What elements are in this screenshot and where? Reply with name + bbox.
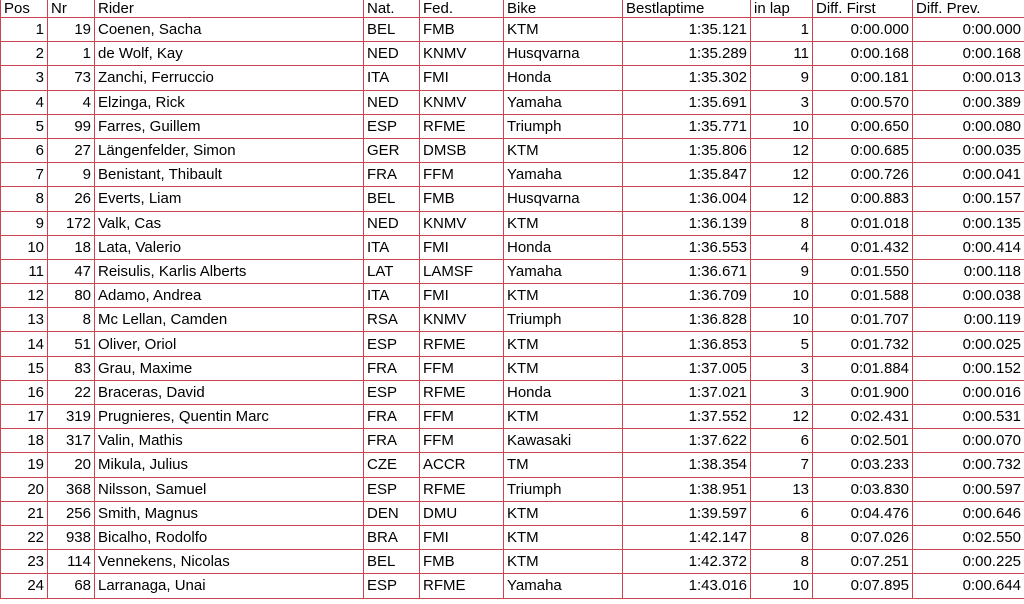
cell-nr: 68 — [48, 574, 95, 598]
cell-pos: 5 — [1, 114, 48, 138]
cell-nr: 18 — [48, 235, 95, 259]
cell-nat: ESP — [364, 477, 420, 501]
cell-diff-first: 0:03.233 — [813, 453, 913, 477]
cell-pos: 21 — [1, 501, 48, 525]
cell-bestlaptime: 1:35.289 — [623, 42, 751, 66]
cell-bike: KTM — [504, 501, 623, 525]
cell-diff-first: 0:02.501 — [813, 429, 913, 453]
cell-fed: ACCR — [420, 453, 504, 477]
cell-rider: Nilsson, Samuel — [95, 477, 364, 501]
cell-nat: RSA — [364, 308, 420, 332]
cell-fed: RFME — [420, 477, 504, 501]
cell-nr: 83 — [48, 356, 95, 380]
header-row — [1, 0, 1024, 18]
cell-in-lap: 12 — [751, 138, 813, 162]
cell-fed: KNMV — [420, 308, 504, 332]
cell-nat: CZE — [364, 453, 420, 477]
cell-pos: 20 — [1, 477, 48, 501]
cell-nat: FRA — [364, 429, 420, 453]
cell-fed: FMB — [420, 550, 504, 574]
cell-nat: DEN — [364, 501, 420, 525]
cell-diff-prev: 0:00.118 — [913, 259, 1024, 283]
table-row — [1, 259, 1024, 283]
table-row — [1, 308, 1024, 332]
cell-pos: 19 — [1, 453, 48, 477]
table-row — [1, 114, 1024, 138]
cell-rider: Benistant, Thibault — [95, 163, 364, 187]
cell-diff-first: 0:07.026 — [813, 525, 913, 549]
cell-rider: Zanchi, Ferruccio — [95, 66, 364, 90]
table-row — [1, 66, 1024, 90]
cell-in-lap: 10 — [751, 114, 813, 138]
cell-fed: KNMV — [420, 42, 504, 66]
cell-diff-first: 0:03.830 — [813, 477, 913, 501]
table-row — [1, 380, 1024, 404]
cell-pos: 24 — [1, 574, 48, 598]
cell-fed: DMU — [420, 501, 504, 525]
table-row — [1, 550, 1024, 574]
cell-bestlaptime: 1:43.016 — [623, 574, 751, 598]
cell-in-lap: 9 — [751, 66, 813, 90]
cell-bike: KTM — [504, 18, 623, 42]
cell-nat: NED — [364, 211, 420, 235]
cell-fed: FMB — [420, 18, 504, 42]
cell-diff-first: 0:00.168 — [813, 42, 913, 66]
cell-diff-first: 0:04.476 — [813, 501, 913, 525]
cell-rider: Prugnieres, Quentin Marc — [95, 405, 364, 429]
cell-diff-prev: 0:00.035 — [913, 138, 1024, 162]
table-row — [1, 138, 1024, 162]
table-row — [1, 211, 1024, 235]
cell-rider: Braceras, David — [95, 380, 364, 404]
cell-pos: 15 — [1, 356, 48, 380]
cell-pos: 2 — [1, 42, 48, 66]
cell-nr: 80 — [48, 284, 95, 308]
cell-diff-first: 0:07.895 — [813, 574, 913, 598]
cell-bike: Husqvarna — [504, 187, 623, 211]
table-row — [1, 90, 1024, 114]
cell-diff-first: 0:01.732 — [813, 332, 913, 356]
cell-bike: KTM — [504, 284, 623, 308]
cell-in-lap: 1 — [751, 18, 813, 42]
results-body — [1, 18, 1024, 599]
cell-diff-first: 0:01.432 — [813, 235, 913, 259]
cell-diff-prev: 0:00.000 — [913, 18, 1024, 42]
cell-rider: de Wolf, Kay — [95, 42, 364, 66]
cell-pos: 9 — [1, 211, 48, 235]
cell-pos: 7 — [1, 163, 48, 187]
cell-bestlaptime: 1:36.004 — [623, 187, 751, 211]
cell-bike: KTM — [504, 211, 623, 235]
table-row — [1, 235, 1024, 259]
cell-bestlaptime: 1:36.671 — [623, 259, 751, 283]
cell-diff-prev: 0:00.016 — [913, 380, 1024, 404]
cell-in-lap: 13 — [751, 477, 813, 501]
cell-rider: Reisulis, Karlis Alberts — [95, 259, 364, 283]
cell-bestlaptime: 1:35.302 — [623, 66, 751, 90]
cell-nr: 1 — [48, 42, 95, 66]
cell-bestlaptime: 1:38.354 — [623, 453, 751, 477]
cell-bestlaptime: 1:35.771 — [623, 114, 751, 138]
cell-nat: BEL — [364, 187, 420, 211]
cell-diff-first: 0:00.650 — [813, 114, 913, 138]
cell-pos: 11 — [1, 259, 48, 283]
cell-nr: 27 — [48, 138, 95, 162]
cell-in-lap: 6 — [751, 429, 813, 453]
cell-diff-first: 0:00.000 — [813, 18, 913, 42]
cell-rider: Mikula, Julius — [95, 453, 364, 477]
cell-nat: ESP — [364, 332, 420, 356]
cell-pos: 1 — [1, 18, 48, 42]
cell-bestlaptime: 1:35.806 — [623, 138, 751, 162]
cell-diff-prev: 0:00.152 — [913, 356, 1024, 380]
cell-diff-first: 0:01.900 — [813, 380, 913, 404]
cell-diff-first: 0:00.570 — [813, 90, 913, 114]
cell-nat: ITA — [364, 284, 420, 308]
cell-in-lap: 7 — [751, 453, 813, 477]
header-nr: Nr — [48, 0, 95, 18]
header-fed: Fed. — [420, 0, 504, 18]
cell-rider: Elzinga, Rick — [95, 90, 364, 114]
cell-fed: RFME — [420, 380, 504, 404]
cell-diff-prev: 0:00.168 — [913, 42, 1024, 66]
cell-fed: KNMV — [420, 211, 504, 235]
cell-diff-first: 0:07.251 — [813, 550, 913, 574]
cell-nat: BRA — [364, 525, 420, 549]
cell-fed: FFM — [420, 429, 504, 453]
table-row — [1, 356, 1024, 380]
cell-in-lap: 10 — [751, 284, 813, 308]
cell-pos: 8 — [1, 187, 48, 211]
cell-bestlaptime: 1:35.691 — [623, 90, 751, 114]
table-row — [1, 284, 1024, 308]
cell-nr: 73 — [48, 66, 95, 90]
cell-diff-prev: 0:00.531 — [913, 405, 1024, 429]
cell-rider: Oliver, Oriol — [95, 332, 364, 356]
cell-pos: 14 — [1, 332, 48, 356]
cell-diff-first: 0:01.018 — [813, 211, 913, 235]
cell-bike: TM — [504, 453, 623, 477]
cell-diff-prev: 0:02.550 — [913, 525, 1024, 549]
cell-diff-prev: 0:00.644 — [913, 574, 1024, 598]
cell-diff-first: 0:00.883 — [813, 187, 913, 211]
cell-nr: 8 — [48, 308, 95, 332]
cell-pos: 13 — [1, 308, 48, 332]
cell-bestlaptime: 1:42.147 — [623, 525, 751, 549]
cell-in-lap: 3 — [751, 380, 813, 404]
cell-rider: Everts, Liam — [95, 187, 364, 211]
table-row — [1, 18, 1024, 42]
cell-bike: Triumph — [504, 477, 623, 501]
cell-nr: 19 — [48, 18, 95, 42]
cell-nat: ITA — [364, 66, 420, 90]
cell-nat: ESP — [364, 114, 420, 138]
cell-nat: FRA — [364, 405, 420, 429]
cell-in-lap: 3 — [751, 356, 813, 380]
table-row — [1, 405, 1024, 429]
cell-diff-first: 0:00.726 — [813, 163, 913, 187]
cell-diff-prev: 0:00.732 — [913, 453, 1024, 477]
cell-nr: 9 — [48, 163, 95, 187]
cell-nat: ITA — [364, 235, 420, 259]
cell-bestlaptime: 1:36.139 — [623, 211, 751, 235]
cell-nat: ESP — [364, 380, 420, 404]
cell-pos: 18 — [1, 429, 48, 453]
cell-rider: Längenfelder, Simon — [95, 138, 364, 162]
cell-nr: 172 — [48, 211, 95, 235]
cell-bestlaptime: 1:36.828 — [623, 308, 751, 332]
cell-rider: Valin, Mathis — [95, 429, 364, 453]
cell-rider: Bicalho, Rodolfo — [95, 525, 364, 549]
cell-bike: KTM — [504, 138, 623, 162]
cell-in-lap: 8 — [751, 525, 813, 549]
cell-in-lap: 8 — [751, 550, 813, 574]
table-row — [1, 477, 1024, 501]
table-row — [1, 453, 1024, 477]
header-pos: Pos — [1, 0, 48, 18]
table-row — [1, 501, 1024, 525]
cell-fed: LAMSF — [420, 259, 504, 283]
cell-fed: RFME — [420, 114, 504, 138]
cell-nat: NED — [364, 90, 420, 114]
cell-in-lap: 10 — [751, 308, 813, 332]
cell-bestlaptime: 1:39.597 — [623, 501, 751, 525]
cell-nr: 4 — [48, 90, 95, 114]
cell-fed: FMI — [420, 525, 504, 549]
cell-rider: Valk, Cas — [95, 211, 364, 235]
cell-bestlaptime: 1:37.021 — [623, 380, 751, 404]
table-row — [1, 429, 1024, 453]
cell-pos: 17 — [1, 405, 48, 429]
cell-nat: BEL — [364, 18, 420, 42]
cell-nr: 26 — [48, 187, 95, 211]
cell-diff-prev: 0:00.646 — [913, 501, 1024, 525]
cell-diff-prev: 0:00.041 — [913, 163, 1024, 187]
cell-rider: Farres, Guillem — [95, 114, 364, 138]
cell-bike: Yamaha — [504, 90, 623, 114]
cell-nr: 51 — [48, 332, 95, 356]
cell-nr: 114 — [48, 550, 95, 574]
cell-nat: ESP — [364, 574, 420, 598]
cell-bike: KTM — [504, 405, 623, 429]
cell-diff-first: 0:02.431 — [813, 405, 913, 429]
cell-bestlaptime: 1:38.951 — [623, 477, 751, 501]
cell-rider: Grau, Maxime — [95, 356, 364, 380]
cell-diff-prev: 0:00.119 — [913, 308, 1024, 332]
cell-in-lap: 4 — [751, 235, 813, 259]
cell-diff-first: 0:01.707 — [813, 308, 913, 332]
cell-diff-prev: 0:00.157 — [913, 187, 1024, 211]
cell-bestlaptime: 1:36.853 — [623, 332, 751, 356]
cell-bike: Yamaha — [504, 163, 623, 187]
cell-bestlaptime: 1:35.121 — [623, 18, 751, 42]
cell-bestlaptime: 1:42.372 — [623, 550, 751, 574]
cell-in-lap: 3 — [751, 90, 813, 114]
cell-fed: RFME — [420, 332, 504, 356]
cell-rider: Smith, Magnus — [95, 501, 364, 525]
table-row — [1, 42, 1024, 66]
cell-bike: KTM — [504, 525, 623, 549]
cell-rider: Coenen, Sacha — [95, 18, 364, 42]
cell-fed: FMI — [420, 66, 504, 90]
cell-pos: 10 — [1, 235, 48, 259]
cell-diff-first: 0:00.685 — [813, 138, 913, 162]
cell-fed: FFM — [420, 163, 504, 187]
cell-diff-prev: 0:00.025 — [913, 332, 1024, 356]
cell-pos: 4 — [1, 90, 48, 114]
cell-nr: 47 — [48, 259, 95, 283]
header-rider: Rider — [95, 0, 364, 18]
cell-nr: 256 — [48, 501, 95, 525]
cell-bestlaptime: 1:35.847 — [623, 163, 751, 187]
cell-diff-prev: 0:00.135 — [913, 211, 1024, 235]
cell-nr: 938 — [48, 525, 95, 549]
cell-rider: Larranaga, Unai — [95, 574, 364, 598]
cell-fed: FFM — [420, 356, 504, 380]
cell-bike: Yamaha — [504, 574, 623, 598]
cell-fed: FMI — [420, 284, 504, 308]
cell-bestlaptime: 1:37.552 — [623, 405, 751, 429]
cell-bestlaptime: 1:36.709 — [623, 284, 751, 308]
cell-bike: Honda — [504, 380, 623, 404]
cell-in-lap: 12 — [751, 187, 813, 211]
cell-diff-prev: 0:00.013 — [913, 66, 1024, 90]
cell-bike: KTM — [504, 356, 623, 380]
cell-in-lap: 10 — [751, 574, 813, 598]
cell-diff-prev: 0:00.225 — [913, 550, 1024, 574]
header-bike: Bike — [504, 0, 623, 18]
cell-bike: Husqvarna — [504, 42, 623, 66]
cell-fed: FFM — [420, 405, 504, 429]
cell-in-lap: 12 — [751, 405, 813, 429]
header-diff-first: Diff. First — [813, 0, 913, 18]
cell-nr: 319 — [48, 405, 95, 429]
cell-fed: FMI — [420, 235, 504, 259]
cell-nat: FRA — [364, 356, 420, 380]
cell-diff-first: 0:00.181 — [813, 66, 913, 90]
cell-diff-first: 0:01.588 — [813, 284, 913, 308]
cell-pos: 12 — [1, 284, 48, 308]
header-diff-prev: Diff. Prev. — [913, 0, 1024, 18]
cell-diff-first: 0:01.884 — [813, 356, 913, 380]
cell-bike: Yamaha — [504, 259, 623, 283]
cell-in-lap: 5 — [751, 332, 813, 356]
cell-diff-prev: 0:00.414 — [913, 235, 1024, 259]
table-row — [1, 187, 1024, 211]
cell-bike: KTM — [504, 550, 623, 574]
cell-fed: DMSB — [420, 138, 504, 162]
header-nat: Nat. — [364, 0, 420, 18]
cell-bestlaptime: 1:37.005 — [623, 356, 751, 380]
table-row — [1, 163, 1024, 187]
cell-nr: 22 — [48, 380, 95, 404]
cell-nat: NED — [364, 42, 420, 66]
table-row — [1, 332, 1024, 356]
cell-in-lap: 8 — [751, 211, 813, 235]
cell-fed: KNMV — [420, 90, 504, 114]
cell-diff-prev: 0:00.389 — [913, 90, 1024, 114]
cell-bike: Triumph — [504, 114, 623, 138]
cell-nr: 368 — [48, 477, 95, 501]
cell-diff-prev: 0:00.038 — [913, 284, 1024, 308]
cell-diff-prev: 0:00.597 — [913, 477, 1024, 501]
cell-bike: Honda — [504, 66, 623, 90]
cell-bestlaptime: 1:37.622 — [623, 429, 751, 453]
cell-nr: 20 — [48, 453, 95, 477]
cell-fed: FMB — [420, 187, 504, 211]
cell-in-lap: 9 — [751, 259, 813, 283]
cell-bestlaptime: 1:36.553 — [623, 235, 751, 259]
cell-bike: KTM — [504, 332, 623, 356]
cell-rider: Adamo, Andrea — [95, 284, 364, 308]
cell-nr: 317 — [48, 429, 95, 453]
cell-bike: Triumph — [504, 308, 623, 332]
cell-pos: 6 — [1, 138, 48, 162]
cell-in-lap: 11 — [751, 42, 813, 66]
cell-fed: RFME — [420, 574, 504, 598]
cell-bike: Honda — [504, 235, 623, 259]
cell-pos: 23 — [1, 550, 48, 574]
cell-diff-prev: 0:00.080 — [913, 114, 1024, 138]
cell-pos: 22 — [1, 525, 48, 549]
table-row — [1, 574, 1024, 598]
cell-in-lap: 6 — [751, 501, 813, 525]
cell-nat: FRA — [364, 163, 420, 187]
cell-nat: GER — [364, 138, 420, 162]
cell-diff-prev: 0:00.070 — [913, 429, 1024, 453]
header-bestlaptime: Bestlaptime — [623, 0, 751, 18]
cell-pos: 3 — [1, 66, 48, 90]
table-row — [1, 525, 1024, 549]
cell-in-lap: 12 — [751, 163, 813, 187]
cell-nat: LAT — [364, 259, 420, 283]
cell-nr: 99 — [48, 114, 95, 138]
cell-pos: 16 — [1, 380, 48, 404]
cell-rider: Lata, Valerio — [95, 235, 364, 259]
cell-rider: Mc Lellan, Camden — [95, 308, 364, 332]
cell-nat: BEL — [364, 550, 420, 574]
header-in-lap: in lap — [751, 0, 813, 18]
cell-bike: Kawasaki — [504, 429, 623, 453]
cell-rider: Vennekens, Nicolas — [95, 550, 364, 574]
cell-diff-first: 0:01.550 — [813, 259, 913, 283]
